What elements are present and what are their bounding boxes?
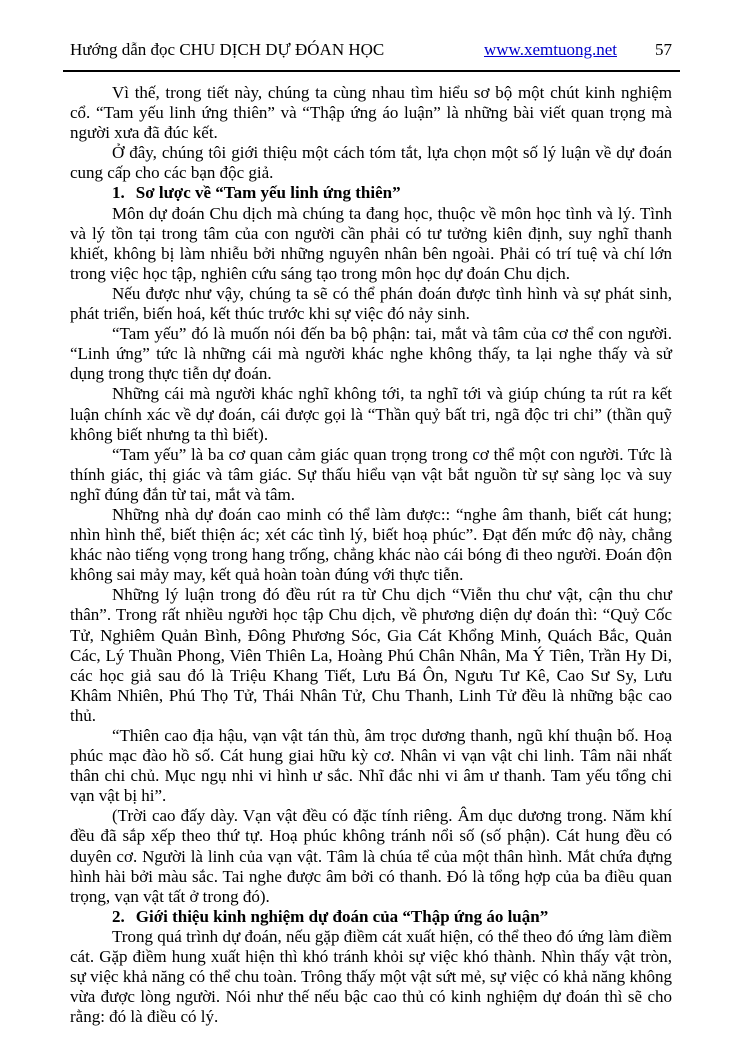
header-right [484, 40, 672, 60]
paragraph-section1-5: “Tam yếu” là ba cơ quan cảm giác quan trọng trong cơ thể một con người. Tức là thính giác, thị giác và tâm giác. Sự thấu hiểu vạn vật bắt nguồn từ sự sàng lọc và suy nghĩ đúng đắn từ tai, mắt và tâm. [70, 444, 672, 504]
paragraph-section1-4: Những cái mà người khác nghĩ không tới, ta nghĩ tới và giúp chúng ta rút ra kết luận chính xác về dự đoán, cái được gọi là “Thần quỷ bất tri, ngã độc tri chi” (thần quỹ không biết nhưng ta thì biết). [70, 384, 672, 444]
paragraph-section1-7: Những lý luận trong đó đều rút ra từ Chu dịch “Viễn thu chư vật, cận thu chư thân”. Trong rất nhiều người học tập Chu dịch, về phương diện dự đoán thì: “Quỷ Cốc Tử, Nghiêm Quản Bình, Đông Phương Sóc, Gia Cát Khổng Minh, Quách Bắc, Quản Các, Lý Thuần Phong, Viên Thiên La, Hoàng Phú Chân Nhân, Ma Ý Tiên, Trần Hy Di, các học giả sau đó là Triệu Khang Tiết, Lưu Bá Ôn, Ngưu Tư Kê, Cao Sư Sy, Lưu Khâm Nhiên, Phú Thọ Tử, Thái Nhân Tử, Chu Thanh, Linh Tử đều là những bậc cao thủ. [70, 585, 672, 725]
paragraph-intro-1: Vì thế, trong tiết này, chúng ta cùng nhau tìm hiểu sơ bộ một chút kinh nghiệm cổ. “Tam yếu linh ứng thiên” và “Thập ứng áo luận” là những bài viết quan trọng mà người xưa đã đúc kết. [70, 83, 672, 143]
paragraph-section2-1: Trong quá trình dự đoán, nếu gặp điềm cát xuất hiện, có thể theo đó ứng làm điềm cát. Gặp điềm hung xuất hiện thì khó tránh khỏi sự việc khó thành. Nhìn thấy vật tròn, sự việc khả năng có thể chu toàn. Trông thấy một vật sứt mẻ, sự việc có khả năng không vừa được lòng người. Nói như thế nếu bậc cao thủ có kinh nghiệm dự đoán thì sẽ cho rằng: đó là điều có lý. [70, 926, 672, 1027]
page-header [70, 40, 672, 60]
body-text [70, 83, 672, 1027]
paragraph-section1-3: “Tam yếu” đó là muốn nói đến ba bộ phận: tai, mắt và tâm của cơ thể con người. “Linh ứng” tức là những cái mà người khác nghe không thấy, ta lại nghe thấy và sử dụng trong thực tiễn dự đoán. [70, 324, 672, 384]
section-title: Giới thiệu kinh nghiệm dự đoán của “Thập ứng áo luận” [135, 906, 549, 926]
section-title: Sơ lược về “Tam yếu linh ứng thiên” [135, 183, 401, 203]
header-divider [63, 70, 680, 72]
section-heading-1 [70, 183, 672, 203]
paragraph-section1-1: Môn dự đoán Chu dịch mà chúng ta đang học, thuộc về môn học tình và lý. Tình và lý tồn tại trong tâm của con người cần phải có tư tưởng kiên định, suy nghĩ thanh khiết, không bị làm nhiễu bởi những nguyên nhân bên ngoài. Phải có trí tuệ và chí lớn trong việc học tập, nghiên cứu sáng tạo trong môn học dự đoán Chu dịch. [70, 203, 672, 283]
paragraph-intro-2: Ở đây, chúng tôi giới thiệu một cách tóm tắt, lựa chọn một số lý luận về dự đoán cung cấp cho các bạn độc giả. [70, 143, 672, 183]
header-title: Hướng dẫn đọc CHU DỊCH DỰ ĐÓAN HỌC [70, 40, 385, 59]
paragraph-section1-2: Nếu được như vậy, chúng ta sẽ có thể phán đoán được tình hình và sự phát sinh, phát triển, biến hoá, kết thúc trước khi sự việc đó nảy sinh. [70, 283, 672, 324]
paragraph-section1-8: “Thiên cao địa hậu, vạn vật tán thù, âm trọc dương thanh, ngũ khí thuận bố. Hoạ phúc mạc đào hồ số. Cát hung giai hữu kỳ cơ. Nhân vi vạn vật chi linh. Tâm nãi nhất thân chi chủ. Mục ngụ nhi vi hình ư sắc. Nhĩ đắc nhi vi âm ư thanh. Tam yếu tổng chi vạn vật bị hi”. [70, 726, 672, 806]
paragraph-section1-9: (Trời cao đấy dày. Vạn vật đều có đặc tính riêng. Âm dục dương trong. Năm khí đều đã sắp xếp theo thứ tự. Hoạ phúc không tránh nổi số (số phận). Cát hung đều có duyên cơ. Người là linh của vạn vật. Tâm là chúa tể của một thân hình. Mắt chứa đựng hình hài bởi màu sắc. Tai nghe được âm bởi có thanh. Đó là tổng hợp của ba điều quan trọng, vạn vật tất ở trong đó). [70, 806, 672, 906]
page-number: 57 [655, 40, 672, 59]
section-number: 2. [112, 906, 125, 926]
website-link[interactable]: www.xemtuong.net [484, 40, 617, 59]
section-heading-2 [70, 907, 672, 927]
section-number: 1. [112, 183, 125, 203]
paragraph-section1-6: Những nhà dự đoán cao minh có thể làm được:: “nghe âm thanh, biết cát hung; nhìn hình thể, biết thiện ác; xét các tình lý, biết hoạ phúc”. Đạt đến mức độ này, chẳng khác nào tiếng vọng trong hang trống, chẳng khác nào cái bóng đi theo người. Đoán độn không sai mảy may, kết quả hoàn toàn đúng với thực tiễn. [70, 504, 672, 585]
